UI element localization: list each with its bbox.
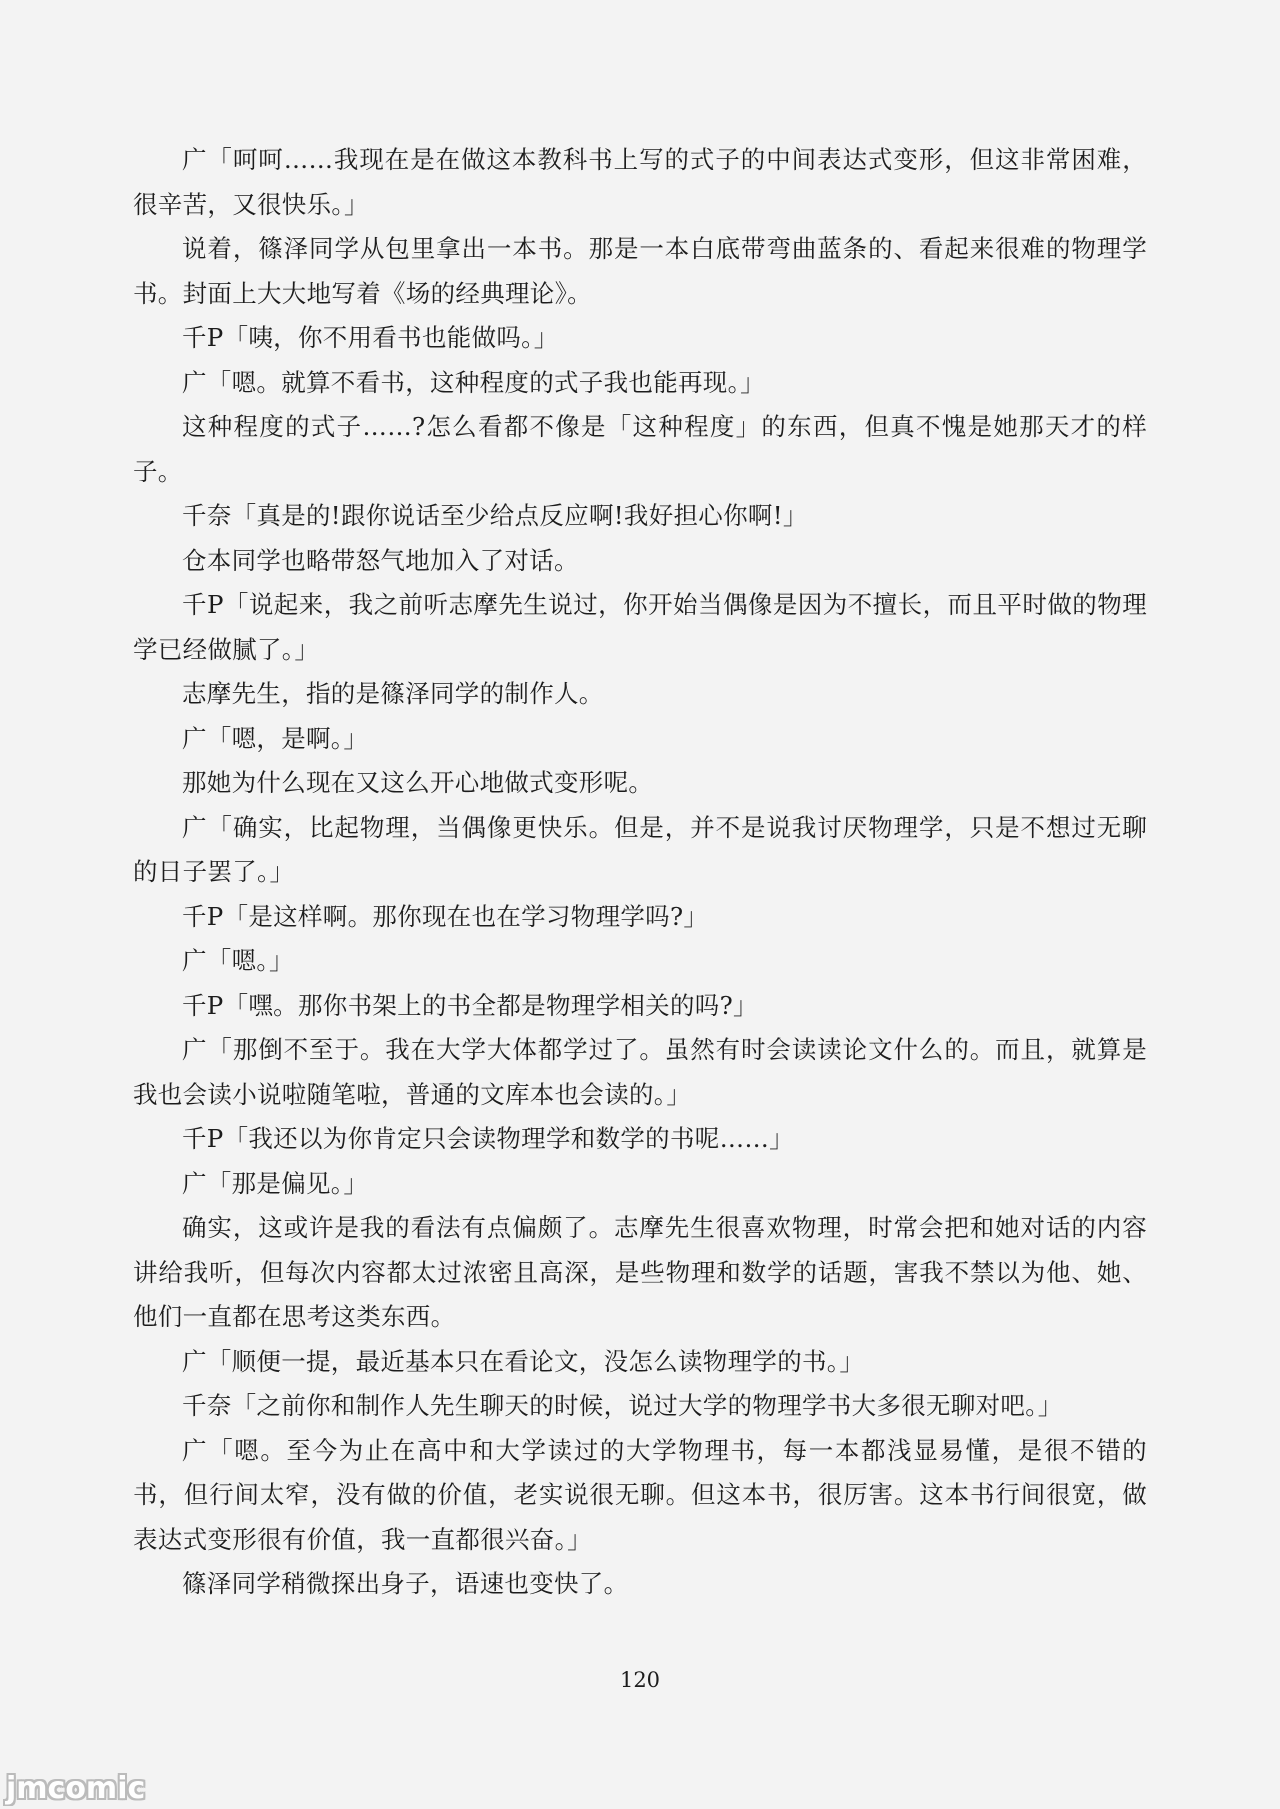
paragraph: 千P「是这样啊。那你现在也在学习物理学吗?」: [182, 901, 709, 931]
paragraph: 广「顺便一提，最近基本只在看论文，没怎么读物理学的书。」: [182, 1346, 865, 1376]
paragraph: 千P「说起来，我之前听志摩先生说过，你开始当偶像是因为不擅长，而且平时做的物理学已经做腻了。」: [133, 590, 1147, 664]
paragraph: 志摩先生，指的是篠泽同学的制作人。: [182, 679, 604, 708]
paragraph: 广「呵呵……我现在是在做这本教科书上写的式子的中间表达式变形，但这非常困难，很辛苦，又很快乐。」: [133, 145, 1147, 219]
paragraph: 说着，篠泽同学从包里拿出一本书。那是一本白底带弯曲蓝条的、看起来很难的物理学书。封面上大大地写着《场的经典理论》。: [133, 234, 1147, 308]
paragraph: 篠泽同学稍微探出身子，语速也变快了。: [182, 1569, 629, 1598]
paragraph: 千P「咦，你不用看书也能做吗。」: [182, 323, 559, 352]
paragraph: 广「确实，比起物理，当偶像更快乐。但是，并不是说我讨厌物理学，只是不想过无聊的日子罢了。」: [133, 812, 1147, 886]
paragraph: 确实，这或许是我的看法有点偏颇了。志摩先生很喜欢物理，时常会把和她对话的内容讲给我听，但每次内容都太过浓密且高深，是些物理和数学的话题，害我不禁以为他、她、他们一直都在思考这类东西。: [133, 1213, 1147, 1331]
watermark-logo: jmcomic: [6, 1770, 146, 1806]
paragraph: 千P「嘿。那你书架上的书全都是物理学相关的吗?」: [182, 990, 758, 1020]
paragraph: 广「嗯。至今为止在高中和大学读过的大学物理书，每一本都浅显易懂，是很不错的书，但行间太窄，没有做的价值，老实说很无聊。但这本书，很厉害。这本书行间很宽，做表达式变形很有价值，我一直都很兴奋。」: [133, 1435, 1147, 1554]
page-number: 120: [619, 1668, 661, 1692]
paragraph: 广「那是偏见。」: [182, 1168, 369, 1198]
paragraph: 仓本同学也略带怒气地加入了对话。: [182, 545, 579, 575]
body-text: [133, 138, 1147, 1607]
paragraph: 广「嗯，是啊。」: [182, 723, 369, 753]
paragraph: 广「嗯。就算不看书，这种程度的式子我也能再现。」: [182, 367, 765, 397]
paragraph: 广「那倒不至于。我在大学大体都学过了。虽然有时会读读论文什么的。而且，就算是我也会读小说啦随笔啦，普通的文库本也会读的。」: [133, 1035, 1147, 1109]
paragraph: 千奈「真是的!跟你说话至少给点反应啊!我好担心你啊!」: [182, 501, 808, 530]
paragraph: 千P「我还以为你肯定只会读物理学和数学的书呢……」: [182, 1124, 794, 1153]
paragraph: 那她为什么现在又这么开心地做式变形呢。: [182, 768, 654, 797]
paragraph: 千奈「之前你和制作人先生聊天的时候，说过大学的物理学书大多很无聊对吧。」: [182, 1391, 1063, 1420]
paragraph: 这种程度的式子……?怎么看都不像是「这种程度」的东西，但真不愧是她那天才的样子。: [133, 412, 1147, 486]
paragraph: 广「嗯。」: [182, 946, 294, 975]
